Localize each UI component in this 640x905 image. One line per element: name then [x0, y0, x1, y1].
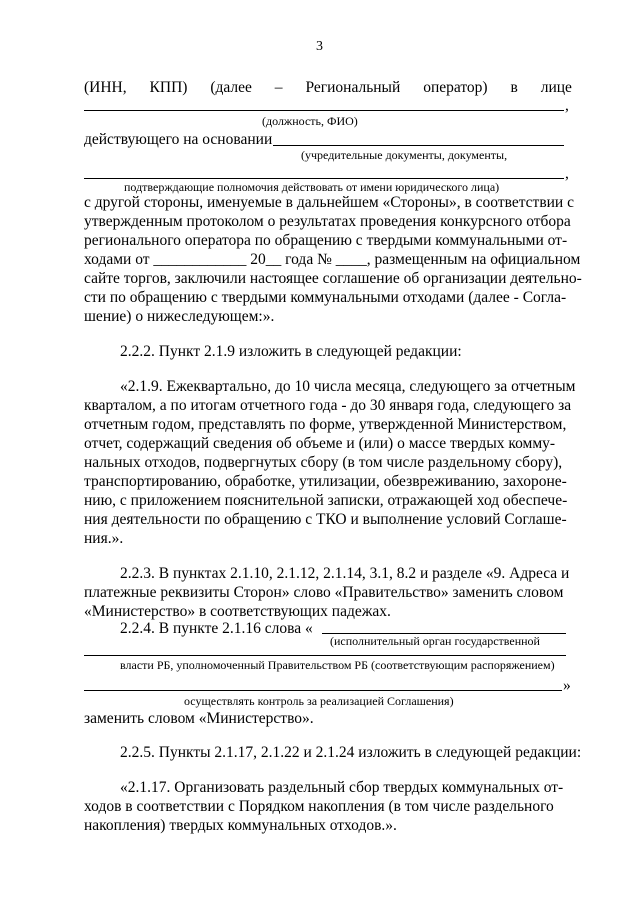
hint-control: осуществлять контроль за реализацией Соглашения) — [184, 694, 454, 708]
item-2-2-2: 2.2.2. Пункт 2.1.9 изложить в следующей редакции: — [120, 343, 462, 360]
item-2-2-4: 2.2.4. В пункте 2.1.16 слова « — [120, 620, 313, 637]
item-2-2-3-line: 2.2.3. В пунктах 2.1.10, 2.1.12, 2.1.14, 3.1, 8.2 и разделе «9. Адреса и — [120, 565, 570, 582]
hint-founding-docs: (учредительные документы, документы, — [301, 148, 508, 162]
quote-line: нию, с приложением пояснительной записки, отражающей ход обеспече- — [84, 492, 568, 509]
header-word: (далее — [210, 79, 252, 96]
paragraph-line: сти по обращению с твердыми коммунальными отходами (далее - Согла- — [84, 289, 567, 306]
blank-position-fio — [84, 110, 564, 111]
replace-with: заменить словом «Министерство». — [84, 710, 314, 727]
quote-line: ния деятельности по обращению с ТКО и выполнение условий Соглаше- — [84, 511, 567, 528]
paragraph-line: ходами от ____________ 20__ года № ____, размещенным на официальном — [84, 251, 581, 268]
comma: , — [565, 165, 569, 182]
hint-confirming: подтверждающие полномочия действовать от имени юридического лица) — [124, 180, 500, 194]
hint-authorized: власти РБ, уполномоченный Правительством РБ (соответствующим распоряжением) — [120, 658, 555, 672]
paragraph-line: регионального оператора по обращению с твердыми коммунальными от- — [84, 232, 568, 249]
item-2-2-3-line: «Министерство» в соответствующих падежах. — [84, 603, 391, 620]
quote-line: транспортированию, обработке, утилизации, обезвреживанию, захороне- — [84, 473, 567, 490]
blank-control — [84, 690, 562, 691]
paragraph-line: с другой стороны, именуемые в дальнейшем «Стороны», в соответствии с — [84, 194, 574, 211]
header-word: (ИНН, — [84, 79, 127, 96]
quote-line: отчет, содержащий сведения об объеме и (или) о массе твердых комму- — [84, 435, 556, 452]
hint-executive-organ: (исполнительный орган государственной — [330, 634, 540, 648]
blank-authority — [84, 655, 566, 656]
item-2-2-3-line: платежные реквизиты Сторон» слово «Правительство» заменить словом — [84, 584, 564, 601]
paragraph-line: сайте торгов, заключили настоящее соглашение об организации деятельно- — [84, 270, 582, 287]
quote-line: кварталом, а по итогам отчетного года - до 30 января года, следующего за — [84, 397, 572, 414]
quote-line: ходов в соответствии с Порядком накопления (в том числе раздельного — [84, 798, 554, 815]
header-word: КПП) — [149, 79, 188, 96]
closing-quote: » — [563, 677, 571, 694]
comma: , — [565, 97, 569, 114]
header-word: – — [274, 79, 283, 96]
header-word: оператор) — [423, 79, 488, 96]
header-word: лице — [540, 79, 572, 96]
hint-position-fio: (должность, ФИО) — [262, 114, 358, 128]
quote-line: нальных отходов, подвергнутых сбору (в том числе раздельному сбору), — [84, 454, 563, 471]
quote-line: накопления) твердых коммунальных отходов.». — [84, 817, 397, 834]
quote-line: отчетным годом, представлять по форме, утвержденной Министерством, — [84, 416, 567, 433]
blank-basis — [273, 145, 564, 146]
header-word: Региональный — [305, 79, 401, 96]
paragraph-line: шение) о нижеследующем:». — [84, 308, 275, 325]
item-2-2-5: 2.2.5. Пункты 2.1.17, 2.1.22 и 2.1.24 изложить в следующей редакции: — [120, 744, 582, 761]
header-row — [84, 78, 572, 97]
quote-line: «2.1.17. Организовать раздельный сбор твердых коммунальных от- — [120, 779, 564, 796]
acting-basis-label: действующего на основании — [84, 131, 273, 148]
paragraph-line: утвержденным протоколом о результатах проведения конкурсного отбора — [84, 213, 571, 230]
blank-confirming — [84, 178, 564, 179]
header-word: в — [510, 79, 518, 96]
quote-line: «2.1.9. Ежеквартально, до 10 числа месяца, следующего за отчетным — [120, 378, 576, 395]
page-number: 3 — [316, 39, 323, 54]
quote-line: ния.». — [84, 530, 124, 547]
